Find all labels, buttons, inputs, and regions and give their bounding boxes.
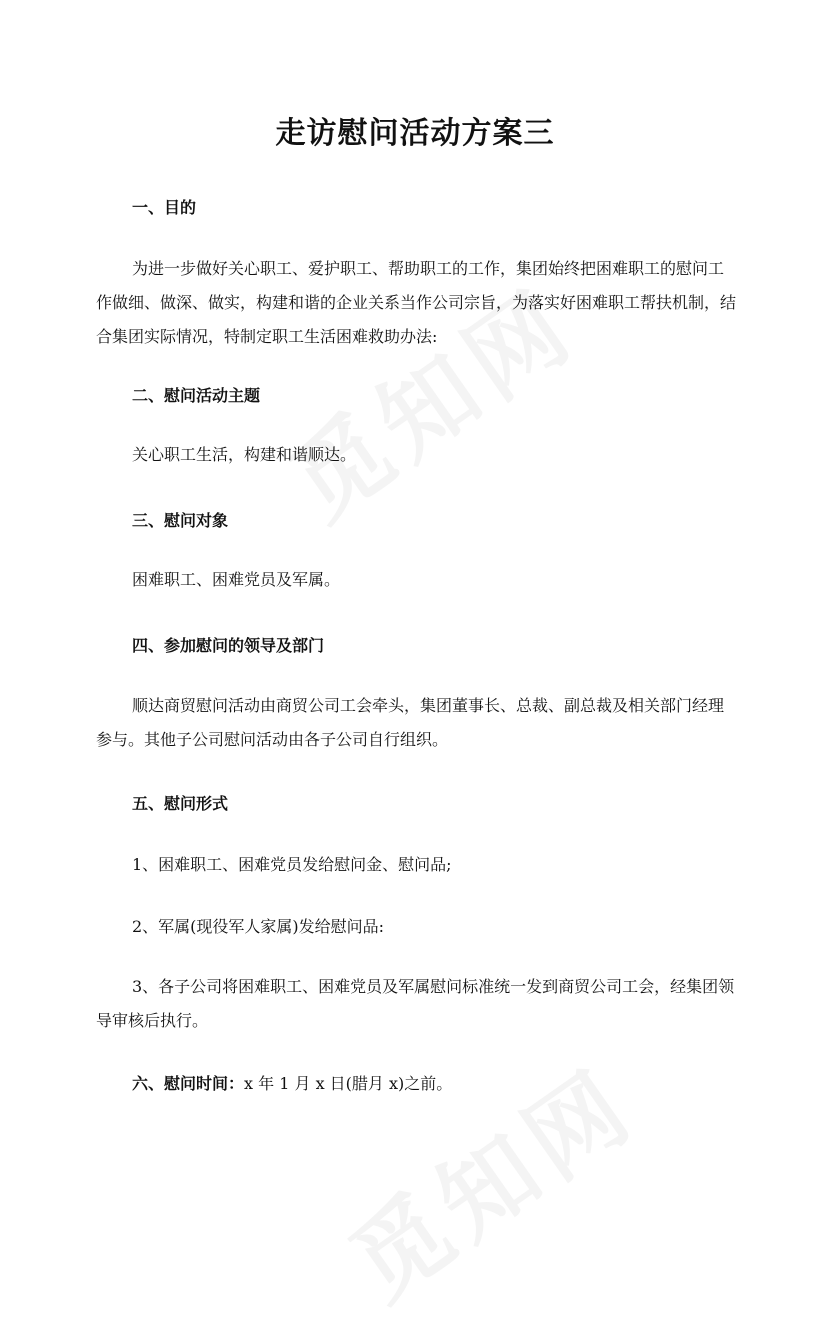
section-paragraph-targets: 困难职工、困难党员及军属。 — [132, 570, 341, 589]
section-heading-time: 六、慰问时间： — [132, 1074, 245, 1093]
section-heading-targets: 三、慰问对象 — [132, 511, 229, 530]
section-paragraph-form-3: 3、各子公司将困难职工、困难党员及军属慰问标准统一发到商贸公司工会，经集团领导审核后执行。 — [96, 977, 735, 1030]
section-time — [132, 1071, 452, 1094]
document-title: 走访慰问活动方案三 — [275, 116, 555, 151]
section-heading-forms: 五、慰问形式 — [132, 794, 229, 813]
section-paragraph-purpose: 为进一步做好关心职工、爱护职工、帮助职工的工作，集团始终把困难职工的慰问工作做细、做深、做实，构建和谐的企业关系当作公司宗旨，为落实好困难职工帮扶机制，结合集团实际情况，特制定职工生活困难救助办法: — [96, 259, 737, 346]
section-paragraph-leaders: 顺达商贸慰问活动由商贸公司工会牵头，集团董事长、总裁、副总裁及相关部门经理参与。其他子公司慰问活动由各子公司自行组织。 — [96, 696, 725, 749]
section-time-value: x 年 1 月 x 日(腊月 x)之前。 — [244, 1074, 453, 1093]
section-paragraph-form-1: 1、困难职工、困难党员发给慰问金、慰问品; — [132, 855, 452, 874]
section-paragraph-theme: 关心职工生活，构建和谐顺达。 — [132, 445, 357, 464]
section-heading-leaders: 四、参加慰问的领导及部门 — [132, 636, 325, 655]
section-heading-purpose: 一、目的 — [132, 198, 197, 217]
section-paragraph-form-2: 2、军属(现役军人家属)发给慰问品: — [132, 917, 385, 936]
section-heading-theme: 二、慰问活动主题 — [132, 386, 261, 405]
